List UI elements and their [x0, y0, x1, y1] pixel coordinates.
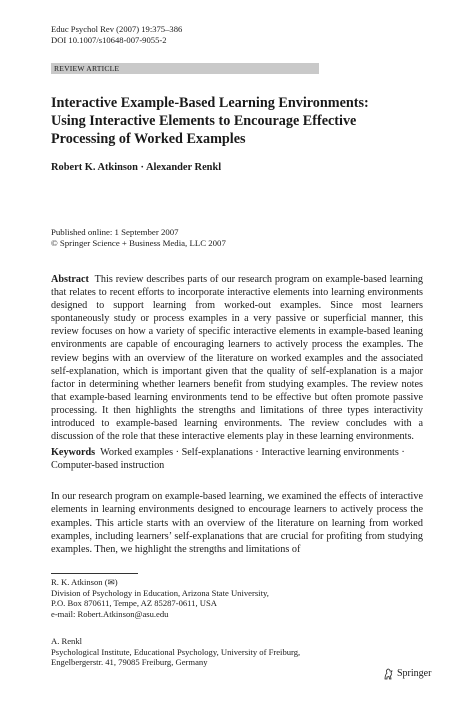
title-line: Using Interactive Elements to Encourage Effective	[51, 113, 357, 129]
author-contact-atkinson	[51, 577, 269, 619]
publisher-mark	[383, 668, 431, 680]
author-list: Robert K. Atkinson · Alexander Renkl	[51, 162, 222, 173]
publisher-name: Springer	[397, 668, 432, 679]
contact-line: Engelbergerstr. 41, 79085 Freiburg, Germany	[51, 657, 208, 668]
abstract-section	[51, 273, 423, 443]
published-date: Published online: 1 September 2007	[51, 227, 179, 237]
journal-citation: Educ Psychol Rev (2007) 19:375–386	[51, 24, 183, 34]
title-line: Interactive Example-Based Learning Environments:	[51, 95, 369, 111]
abstract-label: Abstract	[51, 274, 89, 285]
contact-line: Division of Psychology in Education, Arizona State University,	[51, 587, 269, 598]
footnote-divider	[51, 573, 138, 574]
keywords-label: Keywords	[51, 447, 96, 458]
contact-line: A. Renkl	[51, 636, 83, 646]
article-type-banner: REVIEW ARTICLE	[51, 63, 319, 74]
contact-email: e-mail: Robert.Atkinson@asu.edu	[51, 608, 169, 619]
abstract-text: This review describes parts of our research program on example-based learning that relates to recent efforts to incorporate interactive elements into learning environments designed to support learning from worked-out examples. Since most learners spontaneously study or process examples in a very passive or superficial manner, this review focuses on how a variety of specific interactive elements in example-based leaning environments are capable of encouraging learners to actively process the examples. The review begins with an overview of the literature on worked examples and the associated self-explanation, which is important given that the quality of self-explanation is a major factor in determining whether learners benefit from studying examples. The review notes that example-based learning environments tend to be effective but often promote passive processing. It then highlights the strengths and limitations of three types interactivity introduced to example-based learning environments. The review concludes with a discussion of the role that these interactive elements play in these learning environments.	[51, 274, 423, 443]
contact-line: P.O. Box 870611, Tempe, AZ 85287-0611, USA	[51, 598, 217, 609]
article-title	[51, 94, 431, 148]
keywords-section	[51, 446, 423, 472]
journal-doi: DOI 10.1007/s10648-007-9055-2	[51, 34, 167, 45]
author-contact-renkl	[51, 636, 300, 668]
journal-header	[51, 24, 182, 45]
publication-info	[51, 227, 226, 249]
contact-line: Psychological Institute, Educational Psychology, University of Freiburg,	[51, 646, 301, 657]
springer-horse-icon	[383, 668, 394, 680]
contact-line: R. K. Atkinson (✉)	[51, 577, 118, 587]
keywords-text: Worked examples · Self-explanations · Interactive learning environments · Computer-based instruction	[51, 447, 405, 472]
body-paragraph: In our research program on example-based learning, we examined the effects of interactive elements in learning environments designed to encourage learners to actively process the examples. This article starts with an overview of the literature on learning from worked examples, including learners’ self-explanations that are crucial for profiting from studying examples. Then, we highlight the strengths and limitations of	[51, 491, 423, 556]
title-line: Processing of Worked Examples	[51, 131, 246, 147]
copyright-notice: © Springer Science + Business Media, LLC 2007	[51, 238, 226, 248]
